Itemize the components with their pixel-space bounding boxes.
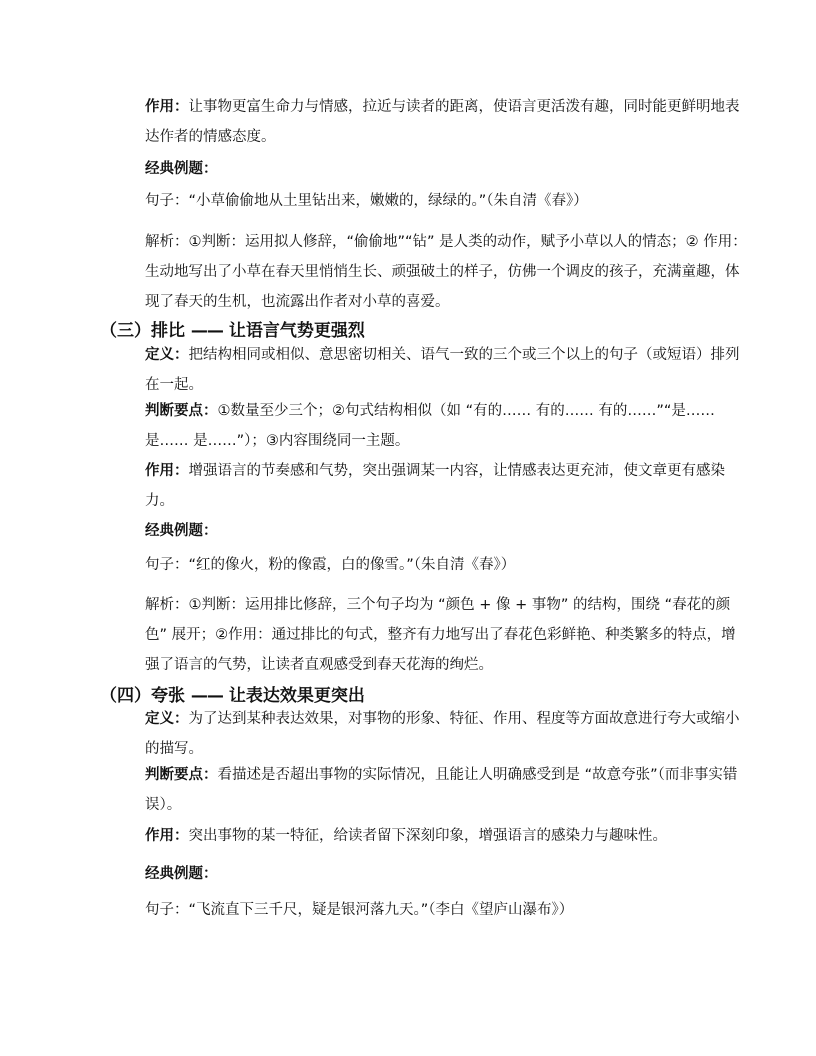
definition-text: 把结构相同或相似、意思密切相关、语气一致的三个或三个以上的句子（或短语）排列在一起。 — [145, 347, 740, 393]
effect-label: 作用： — [145, 463, 189, 479]
section-dash: —— — [190, 321, 223, 341]
example-label: 经典例题： — [145, 523, 218, 539]
section-subtitle: 让语言气势更强烈 — [228, 321, 365, 341]
example-sentence: 句子：“小草偷偷地从土里钻出来，嫩嫩的，绿绿的。”（朱自清《春》） — [145, 193, 588, 209]
effect-paragraph — [112, 92, 747, 152]
definition-label: 定义： — [145, 347, 189, 363]
example-analysis: 解析：①判断：运用拟人修辞，“偷偷地”“钻” 是人类的动作，赋予小草以人的情态；② 作用：生动地写出了小草在春天里悄悄生长、顽强破土的样子，仿佛一个调皮的孩子，充满童趣，体现了春天的生机，也流露出作者对小草的喜爱。 — [145, 234, 747, 310]
key-points-label: 判断要点： — [145, 767, 218, 783]
key-points-paragraph — [112, 396, 747, 456]
section-title: 排比 — [151, 321, 185, 341]
example-analysis: 解析：①判断：运用排比修辞，三个句子均为 “颜色 + 像 + 事物” 的结构，围绕 “春花的颜色” 展开；②作用：通过排比的句式，整齐有力地写出了春花色彩鲜艳、种类繁多的特点，增强了语言的气势，让读者直观感受到春天花海的绚烂。 — [145, 597, 736, 673]
example-label: 经典例题： — [145, 161, 218, 177]
key-points-text: ①数量至少三个；②句式结构相似（如 “有的…… 有的…… 有的……”“是…… 是…… 是……”）；③内容围绕同一主题。 — [145, 403, 715, 449]
key-points-text: 看描述是否超出事物的实际情况，且能让人明确感受到是 “故意夸张”（而非事实错误）。 — [145, 767, 738, 813]
example-sentence: 句子：“飞流直下三千尺，疑是银河落九天。”（李白《望庐山瀑布》） — [145, 902, 574, 918]
effect-text: 突出事物的某一特征，给读者留下深刻印象，增强语言的感染力与趣味性。 — [188, 828, 667, 844]
effect-text: 增强语言的节奏感和气势，突出强调某一内容，让情感表达更充沛，使文章更有感染力。 — [145, 463, 725, 509]
section-number: （三） — [100, 321, 151, 341]
effect-text: 让事物更富生命力与情感，拉近与读者的距离，使语言更活泼有趣，同时能更鲜明地表达作者的情感态度。 — [145, 99, 740, 145]
section-dash: —— — [190, 686, 223, 706]
definition-text: 为了达到某种表达效果，对事物的形象、特征、作用、程度等方面故意进行夸大或缩小的描写。 — [145, 711, 740, 757]
key-points-label: 判断要点： — [145, 403, 218, 419]
key-points-paragraph — [112, 760, 747, 820]
effect-label: 作用： — [145, 828, 189, 844]
effect-label: 作用： — [145, 99, 189, 115]
definition-label: 定义： — [145, 711, 189, 727]
section-subtitle: 让表达效果更突出 — [228, 686, 365, 706]
definition-paragraph — [112, 704, 747, 764]
effect-paragraph — [112, 821, 747, 851]
section-number: （四） — [100, 686, 151, 706]
definition-paragraph — [112, 340, 747, 400]
effect-paragraph — [112, 456, 747, 516]
example-sentence: 句子：“红的像火，粉的像霞，白的像雪。”（朱自清《春》） — [145, 557, 516, 573]
section-title: 夸张 — [151, 686, 185, 706]
example-label: 经典例题： — [145, 866, 218, 882]
